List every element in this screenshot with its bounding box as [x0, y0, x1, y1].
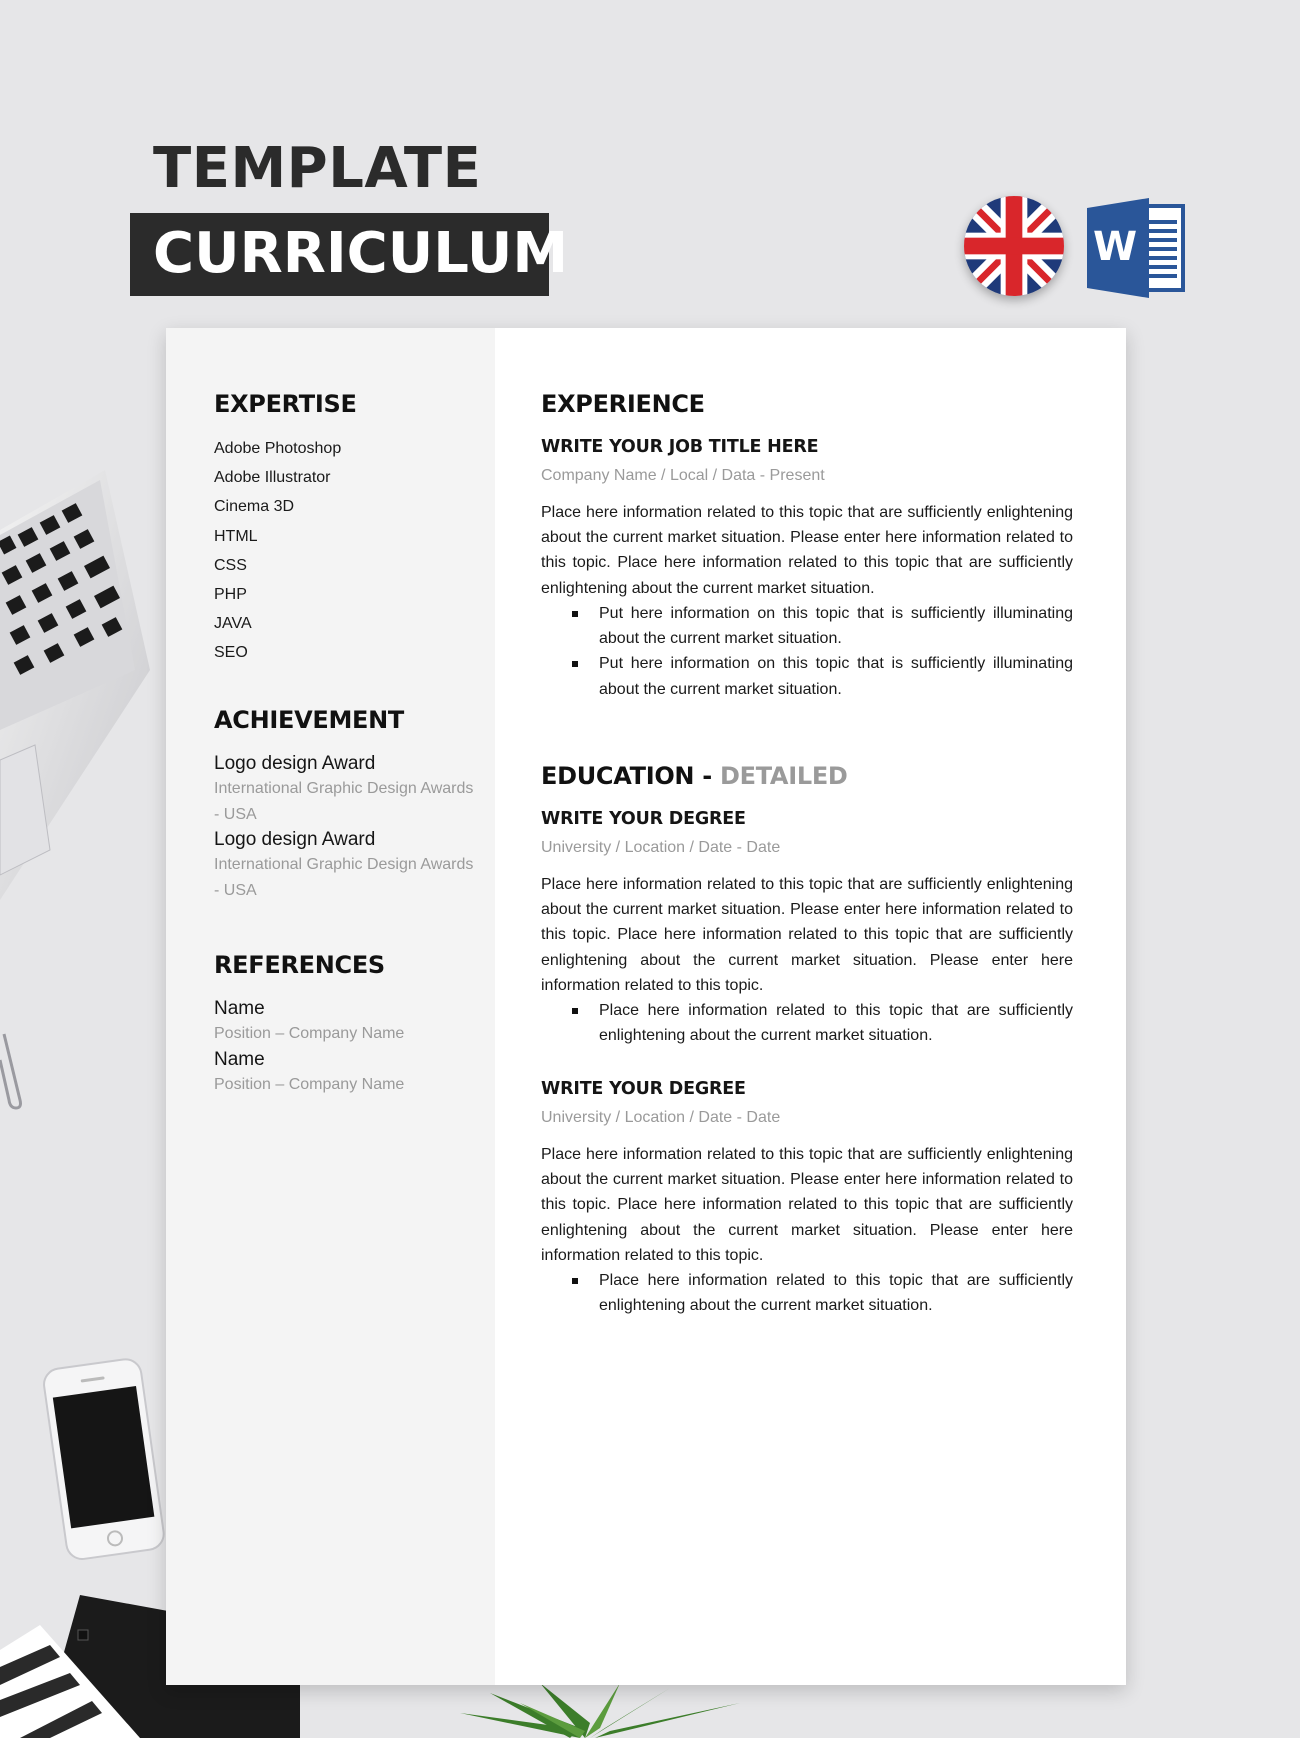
references-list — [214, 996, 474, 1097]
degree-title: WRITE YOUR DEGREE — [541, 1079, 746, 1099]
template-heading: TEMPLATE — [153, 136, 482, 201]
word-document-icon — [1087, 198, 1187, 298]
resume-page — [166, 328, 1126, 1685]
reference-position: Position – Company Name — [214, 1075, 405, 1093]
list-item: HTML — [214, 527, 258, 545]
reference-name: Name — [214, 1048, 265, 1070]
uk-flag-icon — [964, 196, 1064, 296]
word-letter: W — [1092, 224, 1138, 270]
degree-meta: University / Location / Date - Date — [541, 1109, 781, 1126]
references-heading: REFERENCES — [214, 951, 385, 979]
degree-bullets — [541, 998, 1073, 1048]
list-item: Place here information related to this topic that are sufficiently enlightening about the current market situation. — [541, 998, 1073, 1048]
list-item: CSS — [214, 556, 247, 574]
paperclip-decoration — [0, 1030, 34, 1110]
achievement-list — [214, 751, 474, 903]
award-organization: International Graphic Design Awards - USA — [214, 780, 474, 823]
list-item: SEO — [214, 644, 248, 662]
education-detail-label: DETAILED — [720, 762, 848, 790]
list-item: PHP — [214, 586, 247, 604]
expertise-list — [214, 434, 341, 668]
list-item: Put here information on this topic that is sufficiently illuminating about the current market situation. — [541, 601, 1073, 651]
degree-bullets — [541, 1268, 1073, 1318]
reference-name: Name — [214, 998, 265, 1019]
resume-sidebar — [166, 328, 495, 1685]
job-meta: Company Name / Local / Data - Present — [541, 467, 825, 484]
plant-decoration — [420, 1683, 750, 1738]
laptop-decoration — [0, 460, 150, 900]
award-organization: International Graphic Design Awards - USA — [214, 856, 474, 899]
award-name: Logo design Award — [214, 753, 376, 774]
education-title: EDUCATION - — [541, 762, 712, 790]
list-item: Adobe Illustrator — [214, 469, 331, 487]
expertise-heading: EXPERTISE — [214, 390, 357, 418]
degree-meta: University / Location / Date - Date — [541, 839, 781, 856]
degree-title: WRITE YOUR DEGREE — [541, 809, 746, 829]
smartphone-decoration — [40, 1355, 170, 1565]
award-name: Logo design Award — [214, 829, 376, 850]
job-bullets — [541, 601, 1073, 702]
reference-position: Position – Company Name — [214, 1025, 405, 1042]
list-item: Adobe Photoshop — [214, 440, 342, 457]
degree-description: Place here information related to this topic that are sufficiently enlightening about the current market situation. Please enter here information related to this topic. Place here information related to this topic that are sufficiently enlightening about the current market situation. Please enter here information related to this topic. — [541, 876, 1073, 994]
list-item: Cinema 3D — [214, 498, 295, 516]
experience-heading: EXPERIENCE — [541, 390, 705, 418]
education-heading — [541, 762, 848, 790]
list-item: JAVA — [214, 615, 252, 633]
list-item: Place here information related to this topic that are sufficiently enlightening about the current market situation. — [541, 1268, 1073, 1318]
achievement-heading: ACHIEVEMENT — [214, 706, 405, 734]
job-title: WRITE YOUR JOB TITLE HERE — [541, 437, 819, 457]
curriculum-heading: CURRICULUM — [153, 221, 569, 286]
job-description: Place here information related to this topic that are sufficiently enlightening about the current market situation. Please enter here information related to this topic. Place here information related to this topic that are sufficiently enlightening about the current market situation. — [541, 504, 1073, 597]
list-item: Put here information on this topic that is sufficiently illuminating about the current market situation. — [541, 651, 1073, 701]
degree-description: Place here information related to this topic that are sufficiently enlightening about the current market situation. Please enter here information related to this topic. Place here information related to this topic that are sufficiently enlightening about the current market situation. Please enter here information related to this topic. — [541, 1146, 1073, 1264]
